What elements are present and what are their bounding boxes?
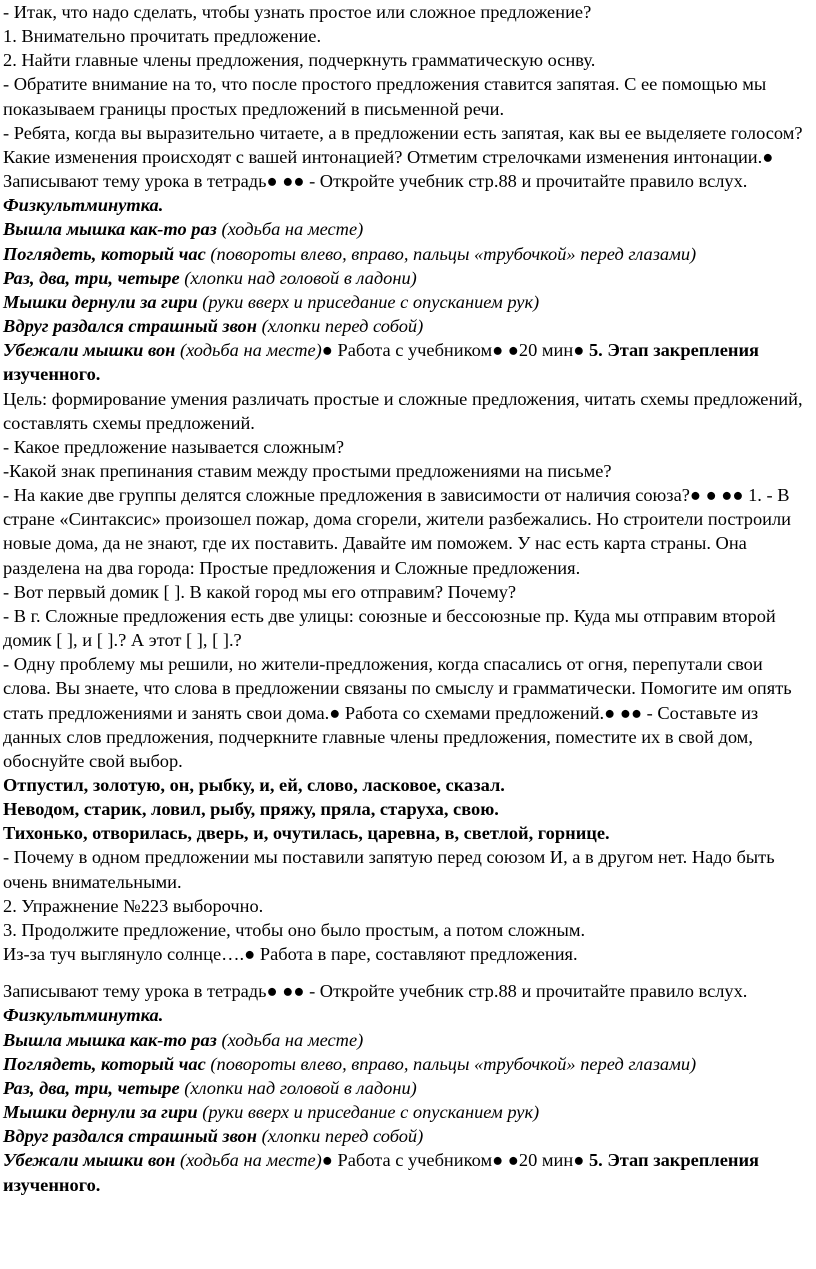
rhyme-text: Вышла мышка как-то раз <box>3 1029 217 1050</box>
text-paragraph: - На какие две группы делятся сложные предложения в зависимости от наличия союза?● ● ●● 1. - В стране «Синтаксис» произошел пожар, дома сгорели, жители разбежались. Но строители построили новые дома, да не знают, где их поставить. Давайте им поможем. У нас есть карта страны. Она разделена на два города: Простые предложения и Сложные предложения. <box>3 485 792 578</box>
text-paragraph: Записывают тему урока в тетрадь● ●● - Откройте учебник стр.88 и прочитайте правило вслух. <box>3 981 748 1002</box>
text-paragraph: - В г. Сложные предложения есть две улицы: союзные и бессоюзные пр. Куда мы отправим второй домик [ ], и [ ].? А этот [ ], [ ].? <box>3 605 776 651</box>
rhyme-action: (ходьба на месте) <box>175 1150 322 1171</box>
rhyme-action: (хлопки над головой в ладони) <box>179 1077 417 1098</box>
text-line: - Вот первый домик [ ]. В какой город мы его отправим? Почему? <box>3 581 517 602</box>
exercise-line <box>0 314 816 338</box>
text-line: 3. Продолжите предложение, чтобы оно было простым, а потом сложным. <box>3 919 586 940</box>
rhyme-text: Поглядеть, который час <box>3 1053 206 1074</box>
exercise-line <box>0 1076 816 1100</box>
text-line: -Какой знак препинания ставим между простыми предложениями на письме? <box>3 460 612 481</box>
rhyme-text: Убежали мышки вон <box>3 1150 176 1171</box>
text-line: 1. Внимательно прочитать предложение. <box>3 26 322 47</box>
text-paragraph: - Одну проблему мы решили, но жители-предложения, когда спасались от огня, перепутали свои слова. Вы знаете, что слова в предложении связаны по смыслу и грамматически. Помогите им опять стать предложениями и занять свои дома.● Работа со схемами предложений.● ●● - Составьте из данных слов предложения, подчеркните главные члены предложения, поместите их в свой дом, обоснуйте свой выбор. <box>3 654 792 771</box>
exercise-line <box>0 1100 816 1124</box>
stage-heading: 5. Этап закрепления изученного. <box>3 1150 759 1195</box>
rhyme-text: Вдруг раздался страшный звон <box>3 1126 257 1147</box>
text-line: 2. Найти главные члены предложения, подчеркнуть грамматическую оснву. <box>3 50 596 71</box>
bold-sentence <box>0 821 816 845</box>
text-paragraph: - Обратите внимание на то, что после простого предложения ставится запятая. С ее помощью мы показываем границы простых предложений в письменной речи. <box>3 74 767 119</box>
exercise-line <box>0 1124 816 1148</box>
inline-text: ● Работа с учебником● ●20 мин● <box>321 340 589 361</box>
word-set: Отпустил, золотую, он, рыбку, и, ей, слово, ласковое, сказал. <box>3 775 505 795</box>
text-line: Из-за туч выглянуло солнце….● Работа в паре, составляют предложения. <box>3 944 578 965</box>
rhyme-action: (хлопки над головой в ладони) <box>179 267 417 288</box>
rhyme-action: (хлопки перед собой) <box>256 316 424 337</box>
exercise-line <box>0 242 816 266</box>
rhyme-action: (ходьба на месте) <box>216 1029 364 1050</box>
exercise-line <box>0 1052 816 1076</box>
exercise-line <box>0 290 816 314</box>
exercise-line <box>0 338 816 386</box>
rhyme-action: (ходьба на месте) <box>175 340 322 361</box>
section-heading: Физкультминутка. <box>3 1005 164 1026</box>
exercise-line <box>0 1028 816 1052</box>
exercise-line <box>0 1148 816 1196</box>
rhyme-action: (руки вверх и приседание с опусканием рук) <box>197 1102 540 1123</box>
rhyme-text: Вышла мышка как-то раз <box>3 219 217 240</box>
text-paragraph: Цель: формирование умения различать простые и сложные предложения, читать схемы предложений, составлять схемы предложений. <box>3 388 803 433</box>
rhyme-text: Вдруг раздался страшный звон <box>3 316 257 337</box>
rhyme-text: Убежали мышки вон <box>3 340 176 361</box>
text-line: - Итак, что надо сделать, чтобы узнать простое или сложное предложение? <box>3 2 592 22</box>
text-paragraph: - Ребята, когда вы выразительно читаете, а в предложении есть запятая, как вы ее выделяете голосом? Какие изменения происходят с вашей интонацией? Отметим стрелочками изменения интонации.● Записывают тему урока в тетрадь● ●● - Откройте учебник стр.88 и прочитайте правило вслух. <box>3 122 803 192</box>
rhyme-action: (повороты влево, вправо, пальцы «трубочкой» перед глазами) <box>205 1053 697 1074</box>
paragraph-gap <box>0 966 816 979</box>
text-paragraph: - Почему в одном предложении мы поставили запятую перед союзом И, а в другом нет. Надо быть очень внимательными. <box>3 847 775 892</box>
word-set: Неводом, старик, ловил, рыбу, пряжу, пряла, старуха, свою. <box>3 799 499 820</box>
rhyme-action: (повороты влево, вправо, пальцы «трубочкой» перед глазами) <box>205 243 697 264</box>
rhyme-action: (хлопки перед собой) <box>256 1126 424 1147</box>
rhyme-action: (ходьба на месте) <box>216 219 364 240</box>
bold-sentence <box>0 797 816 821</box>
rhyme-text: Раз, два, три, четыре <box>3 1077 180 1098</box>
rhyme-text: Мышки дернули за гири <box>3 291 198 312</box>
rhyme-text: Мышки дернули за гири <box>3 1102 198 1123</box>
rhyme-text: Поглядеть, который час <box>3 243 206 264</box>
bold-sentence <box>0 773 816 797</box>
text-line: 2. Упражнение №223 выборочно. <box>3 895 264 916</box>
section-heading: Физкультминутка. <box>3 195 164 216</box>
exercise-line <box>0 217 816 241</box>
rhyme-action: (руки вверх и приседание с опусканием рук) <box>197 291 540 312</box>
exercise-line <box>0 266 816 290</box>
inline-text: ● Работа с учебником● ●20 мин● <box>321 1150 589 1171</box>
text-line: - Какое предложение называется сложным? <box>3 436 345 457</box>
stage-heading: 5. Этап закрепления изученного. <box>3 340 759 385</box>
rhyme-text: Раз, два, три, четыре <box>3 267 180 288</box>
word-set: Тихонько, отворилась, дверь, и, очутилась, царевна, в, светлой, горнице. <box>3 823 610 844</box>
